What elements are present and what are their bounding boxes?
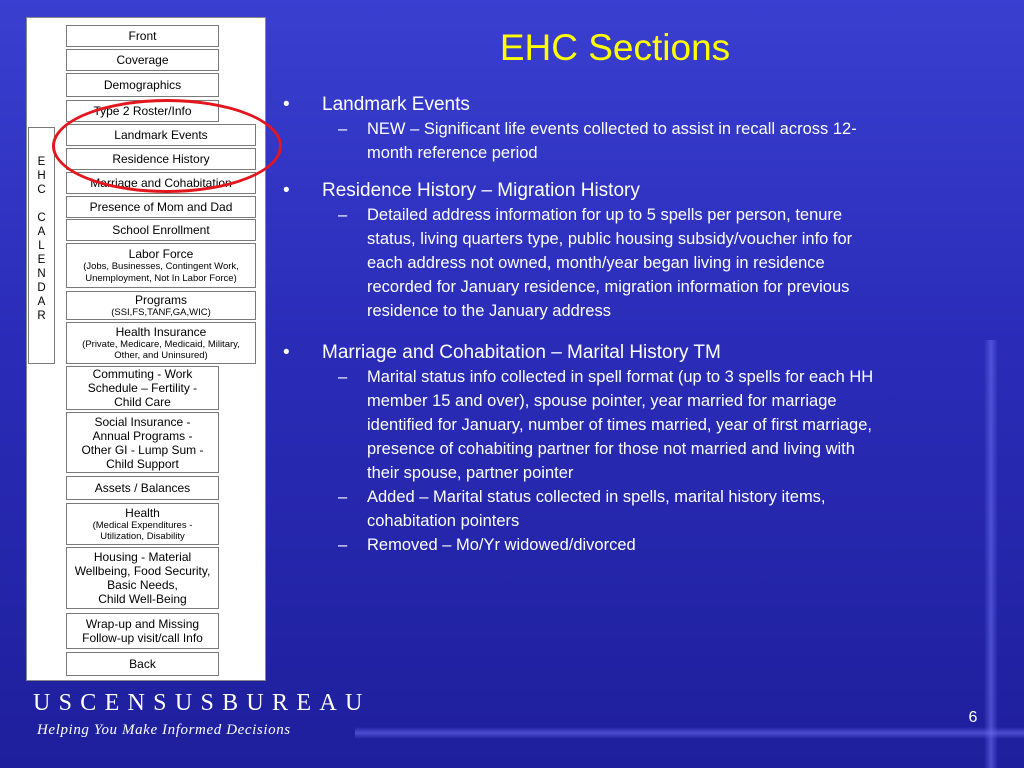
ehc-letter: H (37, 170, 46, 182)
section-box-back (66, 652, 219, 676)
section-box-label: Residence History (112, 152, 210, 166)
sub-bullet-dash: – (338, 536, 348, 554)
sub-bullet (278, 485, 990, 533)
section-box-commuting-work (66, 366, 219, 410)
section-box-line: Child Care (114, 395, 171, 409)
ehc-letter: C (37, 212, 46, 224)
section-box-sublabel: Other, and Uninsured) (114, 350, 208, 361)
ehc-letter: L (38, 240, 45, 252)
section-box-line: Basic Needs, (107, 578, 178, 592)
bullet-dot: • (283, 342, 290, 363)
ehc-letter: A (37, 226, 46, 238)
section-box-line: Child Well-Being (98, 592, 187, 606)
sub-bullet (278, 117, 990, 165)
section-box-sublabel: (Private, Medicare, Medicaid, Military, (82, 338, 240, 350)
section-box-line: Other GI - Lump Sum - (81, 442, 204, 457)
sub-bullet-line: their spouse, partner pointer (367, 464, 574, 482)
bullet-heading: Landmark Events (322, 94, 470, 115)
decorative-horizontal-stripe (355, 727, 1024, 739)
section-box-labor-force (66, 243, 256, 288)
sub-bullet-line: member 15 and over), spouse pointer, year married for marriage (367, 392, 837, 410)
section-box-school-enrollment (66, 219, 256, 241)
ehc-letter: N (37, 268, 46, 280)
sub-bullet-line: Removed – Mo/Yr widowed/divorced (367, 536, 636, 554)
sub-bullet-line: month reference period (367, 144, 538, 162)
section-box-label: Health (125, 505, 160, 520)
section-box-line: Housing - Material (93, 550, 192, 564)
sub-bullet-line: recorded for January residence, migration information for previous (367, 278, 850, 296)
ehc-letter: E (37, 156, 46, 168)
highlight-oval (52, 99, 282, 193)
section-box-social-insurance (66, 412, 219, 473)
section-box-health (66, 503, 219, 545)
section-box-label: Marriage and Cohabitation (90, 176, 232, 190)
sub-bullet (278, 533, 990, 557)
ehc-letter: C (37, 184, 46, 196)
section-box-label: Demographics (103, 78, 182, 92)
sub-bullet (278, 365, 990, 485)
sub-bullet-line: cohabitation pointers (367, 512, 520, 530)
ehc-letter: D (37, 282, 46, 294)
section-box-sublabel: (Medical Expenditures - (92, 519, 193, 531)
bullet-heading: Residence History – Migration History (322, 180, 640, 201)
sub-bullet-dash: – (338, 206, 348, 224)
ehc-calendar-bracket (28, 127, 55, 364)
section-box-label: Assets / Balances (94, 481, 191, 495)
tagline: Helping You Make Informed Decisions (37, 722, 291, 738)
bullet-residence-history (278, 179, 990, 203)
section-box-wrap-up (66, 613, 219, 649)
sub-bullet-line: Detailed address information for up to 5 spells per person, tenure (367, 206, 843, 224)
page-number: 6 (968, 709, 978, 726)
section-box-line: Wellbeing, Food Security, (74, 564, 211, 578)
section-box-sublabel: Utilization, Disability (100, 531, 185, 542)
bullet-marriage-cohabitation (278, 341, 990, 365)
slide-content (278, 93, 990, 557)
ehc-letter (29, 197, 54, 211)
section-box-label: Type 2 Roster/Info (93, 104, 192, 118)
section-box-health-insurance (66, 322, 256, 364)
section-box-programs (66, 291, 256, 320)
bullet-landmark-events (278, 93, 990, 117)
section-box-front (66, 25, 219, 47)
sub-bullet (278, 203, 990, 323)
sub-bullet-line: each address not owned, month/year began living in residence (367, 254, 825, 272)
sub-bullet-line: Added – Marital status collected in spells, marital history items, (367, 488, 826, 506)
ehc-letter: E (37, 254, 46, 266)
section-box-line: Schedule – Fertility - (87, 381, 198, 395)
section-box-label: Coverage (116, 53, 169, 67)
section-box-sublabel: (SSI,FS,TANF,GA,WIC) (111, 306, 211, 318)
section-box-assets-balances (66, 476, 219, 500)
sub-bullet-line: identified for January, number of times married, year of first marriage, (367, 416, 872, 434)
section-box-label: Labor Force (128, 247, 194, 261)
sub-bullet-line: NEW – Significant life events collected to assist in recall across 12- (367, 120, 857, 138)
census-bureau-logo-text: USCENSUSBUREAU (33, 690, 371, 716)
section-box-housing-material (66, 547, 219, 609)
ehc-letter: A (37, 296, 46, 308)
section-box-label: Health Insurance (115, 324, 207, 339)
slide-title: EHC Sections (499, 27, 731, 68)
section-box-sublabel: Unemployment, Not In Labor Force) (85, 272, 237, 284)
section-box-presence-mom-dad (66, 196, 256, 218)
section-box-label: School Enrollment (112, 223, 210, 237)
section-box-label: Programs (134, 292, 187, 307)
section-box-demographics (66, 73, 219, 97)
section-box-line: Follow-up visit/call Info (82, 631, 203, 645)
section-box-label: Front (128, 29, 157, 43)
sub-bullet-line: presence of cohabiting partner for those not married and living with (367, 440, 855, 458)
sub-bullet-line: residence to the January address (367, 302, 611, 320)
sub-bullet-dash: – (338, 488, 348, 506)
section-box-coverage (66, 49, 219, 71)
sub-bullet-dash: – (338, 120, 348, 138)
section-box-line: Social Insurance - (94, 414, 191, 429)
section-box-line: Annual Programs - (92, 428, 193, 443)
section-box-label: Back (129, 657, 156, 671)
section-box-label: Presence of Mom and Dad (89, 200, 233, 214)
sub-bullet-line: Marital status info collected in spell format (up to 3 spells for each HH (367, 368, 874, 386)
bullet-heading: Marriage and Cohabitation – Marital History TM (322, 342, 721, 363)
section-box-line: Child Support (106, 456, 179, 471)
sub-bullet-line: status, living quarters type, public housing subsidy/voucher info for (367, 230, 853, 248)
sub-bullet-dash: – (338, 368, 348, 386)
section-box-sublabel: (Jobs, Businesses, Contingent Work, (83, 261, 239, 272)
ehc-letter: R (37, 310, 46, 322)
bullet-dot: • (283, 180, 290, 201)
bullet-dot: • (283, 94, 290, 115)
section-box-line: Commuting - Work (92, 367, 193, 381)
section-box-label: Landmark Events (114, 128, 208, 142)
section-box-line: Wrap-up and Missing (85, 617, 200, 631)
